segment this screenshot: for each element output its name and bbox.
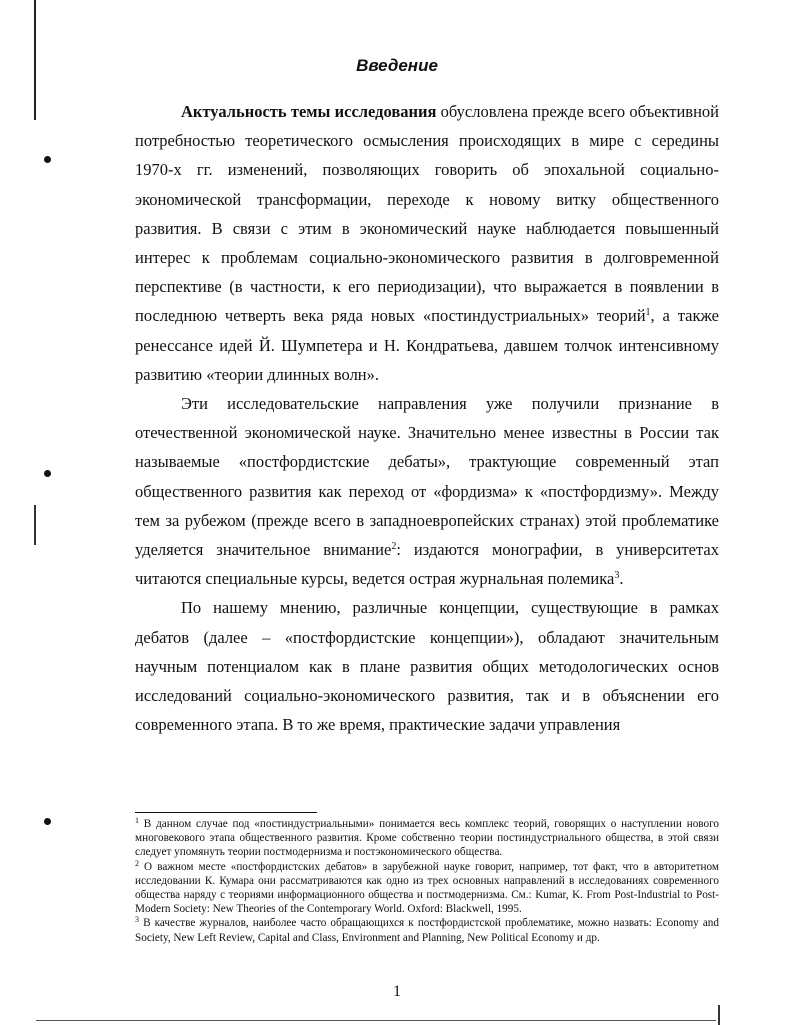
- footnote-3: $^3$ В качестве журналов, наиболее часто обращающихся к постфордистской проблематике, можно назвать: Economy and Society, New Left Review, Capital and Class, Environment and Planning, New Political Economy и др.: [135, 915, 719, 944]
- footnote-ref[interactable]: 2: [391, 541, 397, 553]
- scan-edge-mark: [34, 505, 36, 545]
- page-number: 1: [393, 983, 401, 1000]
- paragraph-1: Актуальность темы исследования обусловлена прежде всего объективной потребностью теоретического осмысления происходящих в мире с середины 1970-х гг. изменений, позволяющих говорить об эпохальной социально-экономической трансформации, переходе к новому витку общественного развития. В связи с этим в экономический науке наблюдается повышенный интерес к проблемам социально-экономического развития в долговременной перспективе (в частности, к его периодизации), что выражается в появлении в последнюю четверть века ряда новых «постиндустриальных» теорий$^1$, а также ренессансе идей Й. Шумпетера и Н. Кондратьева, давшем толчок интенсивному развитию «теории длинных волн».: [135, 102, 719, 384]
- scan-edge-bottom: [36, 1020, 716, 1021]
- footnote-ref[interactable]: 3: [614, 570, 620, 582]
- scan-edge-corner: [718, 1005, 720, 1025]
- footnote-ref[interactable]: 1: [645, 307, 651, 319]
- paragraph-3: По нашему мнению, различные концепции, существующие в рамках дебатов (далее – «постфордистские концепции»), обладают значительным научным потенциалом как в плане развития общих методологических основ исследований социально-экономического развития, так и в объяснении его современного этапа. В то же время, практические задачи управления: [135, 598, 719, 735]
- footnote-2: $^2$ О важном месте «постфордистских дебатов» в зарубежной науке говорит, например, тот факт, что в авторитетном исследовании К. Кумара они рассматриваются как одно из трех основных направлений в исследованиях современного общества наряду с теориями информационного общества и постмодернизма. См.: Kumar, K. From Post-Industrial to Post-Modern Society: New Theories of the Contemporary World. Oxford: Blackwell, 1995.: [135, 858, 719, 916]
- page-title: Введение: [356, 56, 438, 75]
- footnotes: [135, 817, 719, 945]
- main-text: [135, 97, 719, 739]
- paragraph-2: Эти исследовательские направления уже получили признание в отечественной экономической науке. Значительно менее известны в России так называемые «постфордистские дебаты», трактующие современный этап общественного развития как переход от «фордизма» к «постфордизму». Между тем за рубежом (прежде всего в западноевропейских странах) этой проблематике уделяется значительное внимание$^2$: издаются монографии, в университетах читаются специальные курсы, ведется острая журнальная полемика$^3$.: [135, 394, 719, 589]
- footnote-separator: [135, 812, 317, 813]
- punch-hole-icon: [44, 156, 51, 163]
- punch-hole-icon: [44, 470, 51, 477]
- punch-hole-icon: [44, 818, 51, 825]
- lead-phrase: Актуальность темы исследования: [181, 102, 437, 121]
- footnote-1: $^1$ В данном случае под «постиндустриальными» понимается весь комплекс теорий, говорящих о наступлении нового многовекового этапа общественного развития. Кроме собственно теории постиндустриального общества, в этой связи следует упомянуть теории постмодернизма и постэкономического общества.: [135, 816, 719, 859]
